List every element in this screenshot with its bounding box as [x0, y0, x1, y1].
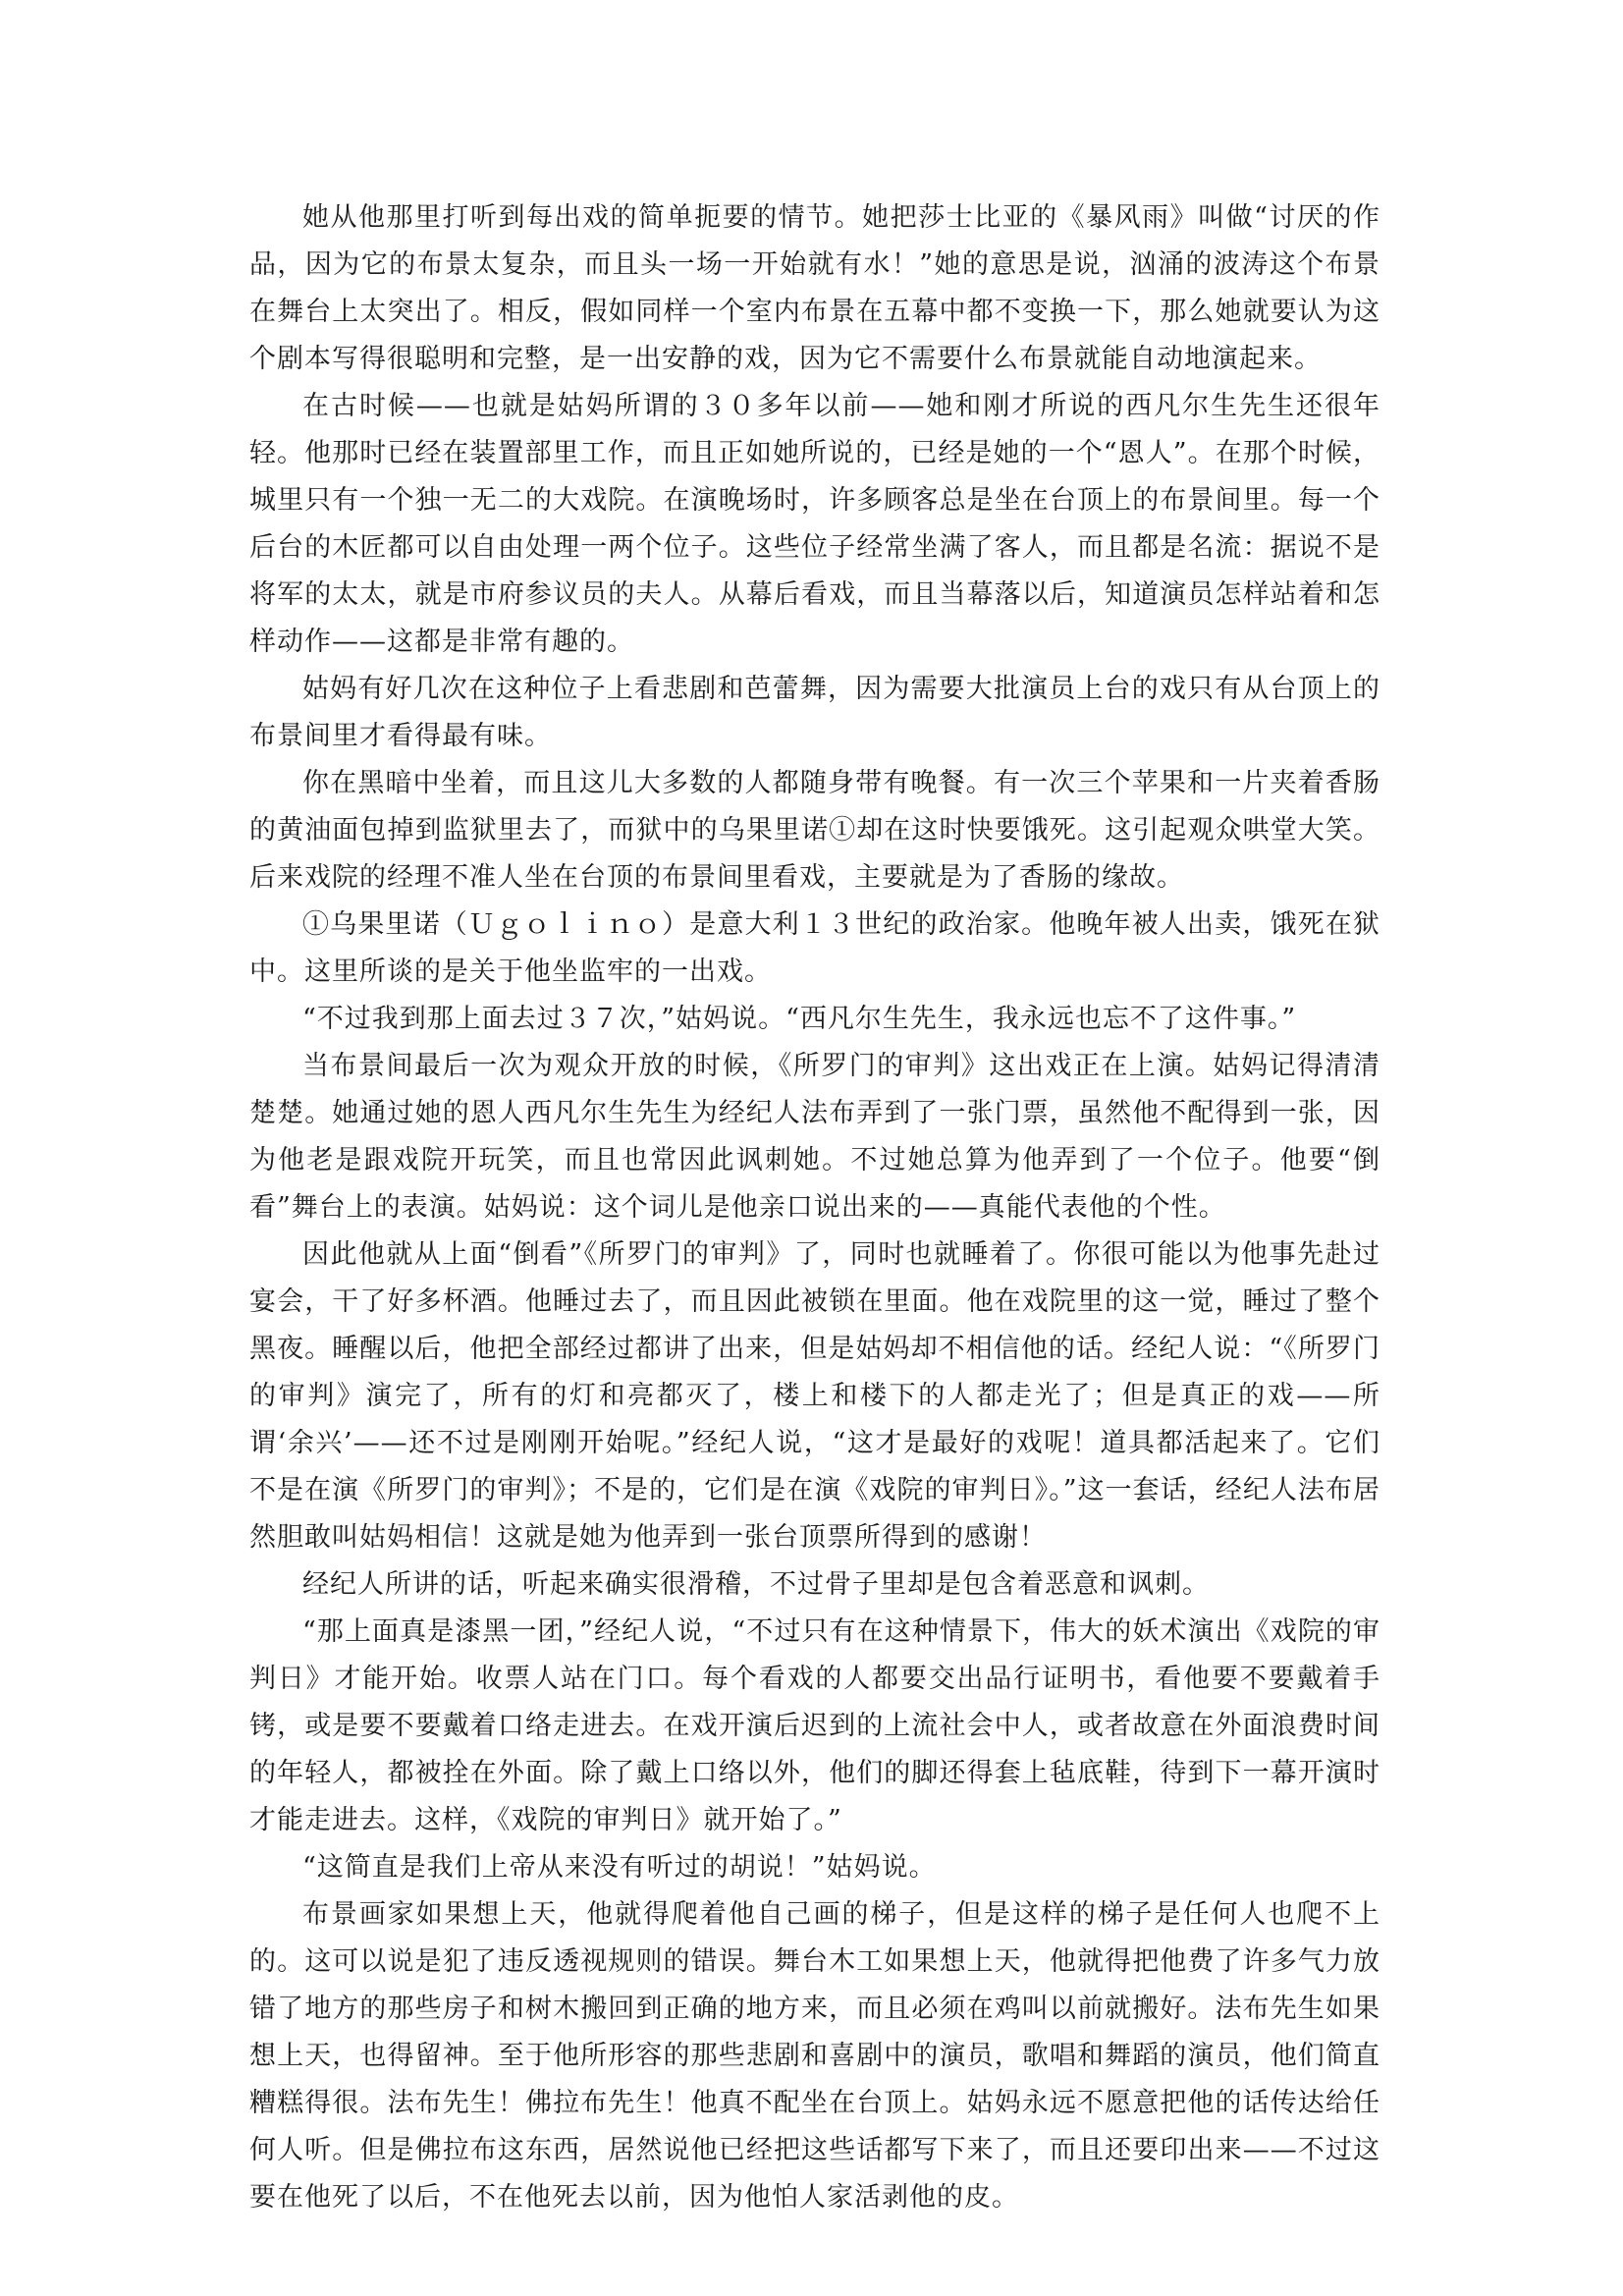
- paragraph: 在古时候——也就是姑妈所谓的３０多年以前——她和刚才所说的西凡尔生先生还很年轻。他那时已经在装置部里工作，而且正如她所说的，已经是她的一个“恩人”。在那个时候，城里只有一个独一无二的大戏院。在演晚场时，许多顾客总是坐在台顶上的布景间里。每一个后台的木匠都可以自由处理一两个位子。这些位子经常坐满了客人，而且都是名流：据说不是将军的太太，就是市府参议员的夫人。从幕后看戏，而且当幕落以后，知道演员怎样站着和怎样动作——这都是非常有趣的。: [249, 391, 1380, 657]
- footnote-paragraph: ①乌果里诺（Ｕｇｏｌｉｎｏ）是意大利１３世纪的政治家。他晚年被人出卖，饿死在狱中。这里所谈的是关于他坐监牢的一出戏。: [249, 909, 1380, 987]
- paragraph: 当布景间最后一次为观众开放的时候，《所罗门的审判》这出戏正在上演。姑妈记得清清楚楚。她通过她的恩人西凡尔生先生为经纪人法布弄到了一张门票，虽然他不配得到一张，因为他老是跟戏院开玩笑，而且也常因此讽刺她。不过她总算为他弄到了一个位子。他要“倒看”舞台上的表演。姑妈说：这个词儿是他亲口说出来的——真能代表他的个性。: [249, 1051, 1380, 1223]
- paragraph: 她从他那里打听到每出戏的简单扼要的情节。她把莎士比亚的《暴风雨》叫做“讨厌的作品，因为它的布景太复杂，而且头一场一开始就有水！”她的意思是说，汹涌的波涛这个布景在舞台上太突出了。相反，假如同样一个室内布景在五幕中都不变换一下，那么她就要认为这个剧本写得很聪明和完整，是一出安静的戏，因为它不需要什么布景就能自动地演起来。: [249, 202, 1380, 374]
- paragraph: “不过我到那上面去过３７次，”姑妈说。“西凡尔生先生，我永远也忘不了这件事。”: [302, 1004, 1297, 1034]
- paragraph: 因此他就从上面“倒看”《所罗门的审判》了，同时也就睡着了。你很可能以为他事先赴过宴会，干了好多杯酒。他睡过去了，而且因此被锁在里面。他在戏院里的这一觉，睡过了整个黑夜。睡醒以后，他把全部经过都讲了出来，但是姑妈却不相信他的话。经纪人说：“《所罗门的审判》演完了，所有的灯和亮都灭了，楼上和楼下的人都走光了；但是真正的戏——所谓‘余兴’——还不过是刚刚开始呢。”经纪人说，“这才是最好的戏呢！道具都活起来了。它们不是在演《所罗门的审判》；不是的，它们是在演《戏院的审判日》。”这一套话，经纪人法布居然胆敢叫姑妈相信！这就是她为他弄到一张台顶票所得到的感谢！: [249, 1239, 1380, 1553]
- paragraph: “这简直是我们上帝从来没有听过的胡说！”姑妈说。: [302, 1852, 937, 1883]
- paragraph: 你在黑暗中坐着，而且这儿大多数的人都随身带有晚餐。有一次三个苹果和一片夹着香肠的黄油面包掉到监狱里去了，而狱中的乌果里诺①却在这时快要饿死。这引起观众哄堂大笑。后来戏院的经理不准人坐在台顶的布景间里看戏，主要就是为了香肠的缘故。: [249, 768, 1380, 893]
- paragraph: 经纪人所讲的话，听起来确实很滑稽，不过骨子里却是包含着恶意和讽刺。: [302, 1569, 1210, 1600]
- paragraph: 布景画家如果想上天，他就得爬着他自己画的梯子，但是这样的梯子是任何人也爬不上的。这可以说是犯了违反透视规则的错误。舞台木工如果想上天，他就得把他费了许多气力放错了地方的那些房子和树木搬回到正确的地方来，而且必须在鸡叫以前就搬好。法布先生如果想上天，也得留神。至于他所形容的那些悲剧和喜剧中的演员，歌唱和舞蹈的演员，他们简直糟糕得很。法布先生！佛拉布先生！他真不配坐在台顶上。姑妈永远不愿意把他的话传达给任何人听。但是佛拉布这东西，居然说他已经把这些话都写下来了，而且还要印出来——不过这要在他死了以后，不在他死去以前，因为他怕人家活剥他的皮。: [249, 1899, 1380, 2213]
- paragraph: “那上面真是漆黑一团，”经纪人说，“不过只有在这种情景下，伟大的妖术演出《戏院的审判日》才能开始。收票人站在门口。每个看戏的人都要交出品行证明书，看他要不要戴着手铐，或是要不要戴着口络走进去。在戏开演后迟到的上流社会中人，或者故意在外面浪费时间的年轻人，都被拴在外面。除了戴上口络以外，他们的脚还得套上毡底鞋，待到下一幕开演时才能走进去。这样，《戏院的审判日》就开始了。”: [249, 1616, 1380, 1835]
- document-page: [249, 194, 1380, 2221]
- paragraph: 姑妈有好几次在这种位子上看悲剧和芭蕾舞，因为需要大批演员上台的戏只有从台顶上的布景间里才看得最有味。: [249, 674, 1380, 751]
